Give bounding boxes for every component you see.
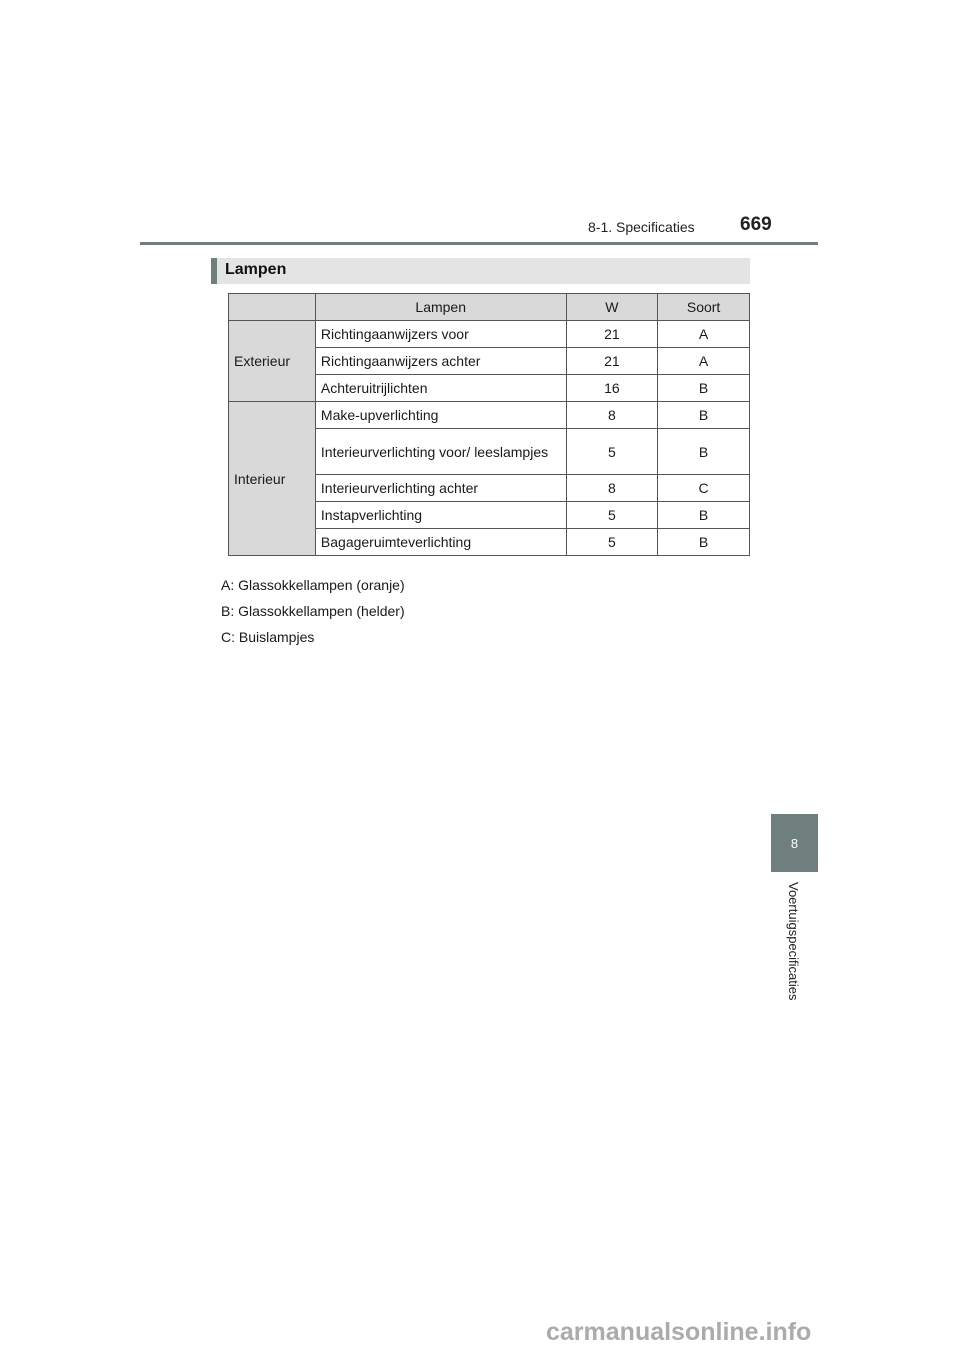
chapter-tab: 8 xyxy=(771,814,818,872)
lamp-name: Make-upverlichting xyxy=(315,402,566,429)
header-soort: Soort xyxy=(658,294,750,321)
lamp-type: B xyxy=(658,429,750,475)
table-header-row xyxy=(229,294,750,321)
table-row xyxy=(229,321,750,348)
header-lampen: Lampen xyxy=(315,294,566,321)
lamp-type: A xyxy=(658,348,750,375)
watermark: carmanualsonline.info xyxy=(546,1318,812,1346)
lamp-type: C xyxy=(658,475,750,502)
footnote-b: B: Glassokkellampen (helder) xyxy=(221,603,405,619)
running-header-section: 8-1. Specificaties xyxy=(588,219,695,235)
lamp-type: A xyxy=(658,321,750,348)
footnote-a: A: Glassokkellampen (oranje) xyxy=(221,577,405,593)
lamp-watt: 5 xyxy=(566,529,658,556)
lamp-table xyxy=(228,293,750,556)
lamp-watt: 5 xyxy=(566,502,658,529)
lamp-name: Instapverlichting xyxy=(315,502,566,529)
lamp-name: Richtingaanwijzers achter xyxy=(315,348,566,375)
lamp-type: B xyxy=(658,502,750,529)
lamp-watt: 8 xyxy=(566,475,658,502)
header-divider xyxy=(140,242,818,245)
section-title-bar xyxy=(211,258,750,284)
lamp-watt: 21 xyxy=(566,321,658,348)
table-row xyxy=(229,402,750,429)
lamp-name: Bagageruimteverlichting xyxy=(315,529,566,556)
lamp-type: B xyxy=(658,529,750,556)
lamp-type: B xyxy=(658,375,750,402)
chapter-tab-label: Voertuigspecificaties xyxy=(786,882,801,1001)
lamp-name: Interieurverlichting voor/ leeslampjes xyxy=(315,429,566,475)
page-number: 669 xyxy=(740,214,772,235)
footnotes xyxy=(221,572,405,650)
footnote-c: C: Buislampjes xyxy=(221,629,315,645)
header-w: W xyxy=(566,294,658,321)
group-cell: Exterieur xyxy=(229,321,316,402)
lamp-name: Achteruitrijlichten xyxy=(315,375,566,402)
group-cell: Interieur xyxy=(229,402,316,556)
lamp-type: B xyxy=(658,402,750,429)
section-title: Lampen xyxy=(225,261,287,278)
header-group xyxy=(229,294,316,321)
lamp-watt: 16 xyxy=(566,375,658,402)
lamp-name: Richtingaanwijzers voor xyxy=(315,321,566,348)
lamp-watt: 5 xyxy=(566,429,658,475)
lamp-name: Interieurverlichting achter xyxy=(315,475,566,502)
lamp-watt: 8 xyxy=(566,402,658,429)
lamp-watt: 21 xyxy=(566,348,658,375)
